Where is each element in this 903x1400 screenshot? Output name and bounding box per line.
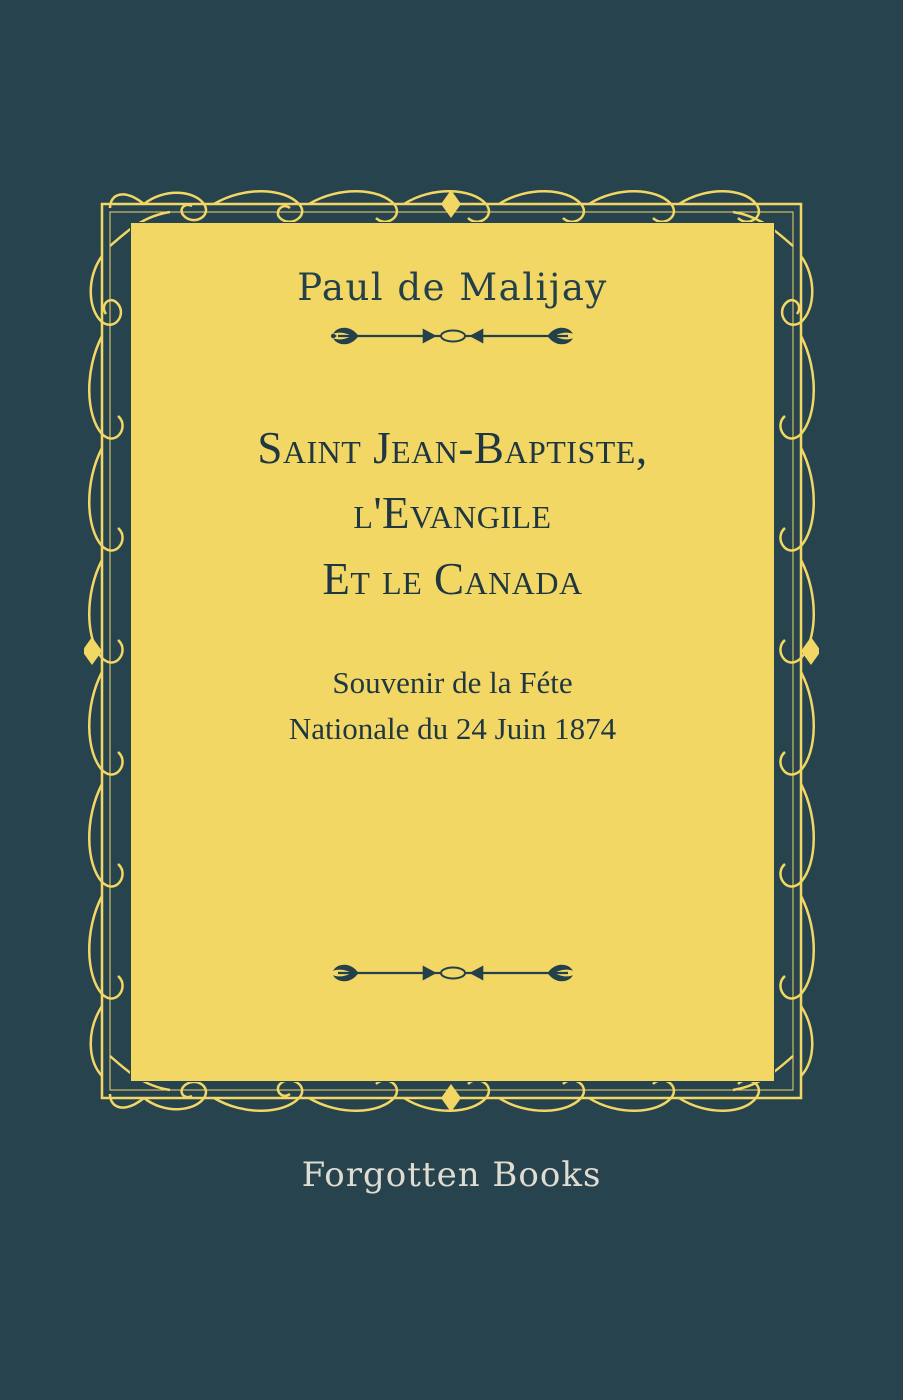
subtitle-line-1: Souvenir de la Féte xyxy=(332,664,573,700)
fleuron-divider-bottom-icon xyxy=(328,960,578,986)
title-line-3: Et le Canada xyxy=(322,553,583,604)
subtitle-line-2: Nationale du 24 Juin 1874 xyxy=(288,711,617,747)
title-line-1: Saint Jean-Baptiste, xyxy=(257,423,648,473)
page-title xyxy=(184,416,721,612)
publisher-name xyxy=(0,1155,903,1195)
cover-content xyxy=(130,222,775,1082)
title-panel xyxy=(130,222,775,1082)
fleuron-divider-icon xyxy=(328,323,578,349)
author-name: Paul de Malijay xyxy=(297,266,608,309)
publisher-label: Forgotten Books xyxy=(301,1155,602,1195)
ornamental-frame xyxy=(84,186,819,1116)
subtitle xyxy=(184,660,721,753)
title-line-2: l'Evangile xyxy=(353,488,552,539)
